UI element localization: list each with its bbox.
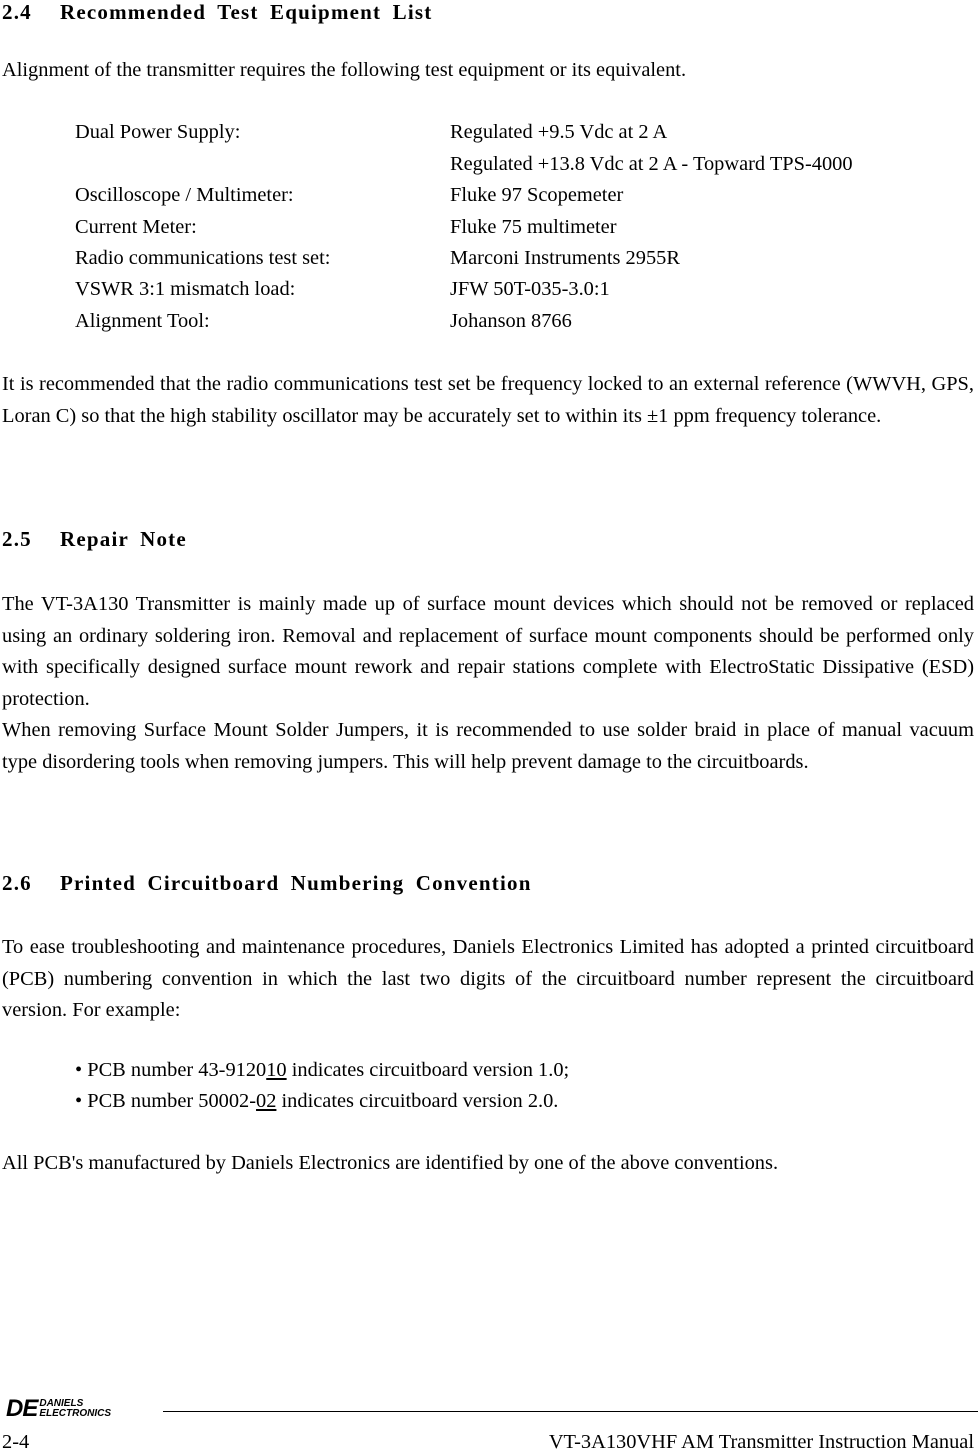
section-title: Recommended Test Equipment List [60,0,433,24]
pcb-example-prefix: • PCB number 43-9120 [75,1059,267,1081]
pcb-version-digits: 10 [266,1059,287,1081]
pcb-example-item [75,1090,558,1113]
frequency-lock-paragraph: It is recommended that the radio communications test set be frequency locked to an external reference (WWVH, GPS, Loran C) so that the high stability oscillator may be accurately set to within its ±1 ppm frequency tolerance. [2,373,974,427]
section-2-6-heading [2,871,532,896]
footer-divider [163,1411,978,1412]
pcb-convention-paragraph: To ease troubleshooting and maintenance procedures, Daniels Electronics Limited has adopted a printed circuitboard (PCB) numbering convention in which the last two digits of the circuitboard number represent the circuitboard version. For example: [2,936,974,1021]
page-number: 2-4 [2,1431,30,1453]
logo-wordmark [39,1399,111,1419]
section-number: 2.6 [2,871,32,895]
equipment-label: Radio communications test set: [75,247,331,269]
equipment-value: JFW 50T-035-3.0:1 [450,278,610,300]
logo-word-daniels: DANIELS [39,1398,84,1409]
repair-note-paragraph: The VT-3A130 Transmitter is mainly made up of surface mount devices which should not be removed or replaced using an ordinary soldering iron. Removal and replacement of surface mount components should be performed only with specifically designed surface mount rework and repair stations complete with ElectroStatic Dissipative (ESD) protection. [2,593,974,710]
section-2-4-heading [2,0,432,25]
pcb-closing-paragraph: All PCB's manufactured by Daniels Electronics are identified by one of the above conventions. [2,1152,779,1174]
equipment-label: Current Meter: [75,216,197,238]
pcb-example-suffix: indicates circuitboard version 1.0; [286,1059,570,1081]
pcb-version-digits: 02 [256,1090,277,1112]
solder-jumper-paragraph: When removing Surface Mount Solder Jumpers, it is recommended to use solder braid in place of manual vacuum type disordering tools when removing jumpers. This will help prevent damage to the circuitboards. [2,719,974,773]
pcb-example-item [75,1059,569,1082]
equipment-label: VSWR 3:1 mismatch load: [75,278,296,300]
section-2-5-heading [2,527,187,552]
equipment-label: Alignment Tool: [75,310,210,332]
pcb-example-suffix: indicates circuitboard version 2.0. [276,1090,559,1112]
equipment-intro: Alignment of the transmitter requires the following test equipment or its equivalent. [2,59,687,81]
section-number: 2.5 [2,527,32,551]
pcb-example-prefix: • PCB number 50002- [75,1090,257,1112]
equipment-label: Dual Power Supply: [75,121,241,143]
equipment-value: Marconi Instruments 2955R [450,247,680,269]
manual-title: VT-3A130VHF AM Transmitter Instruction Manual [548,1431,974,1453]
section-title: Printed Circuitboard Numbering Convention [60,871,532,895]
section-title: Repair Note [60,527,187,551]
equipment-value: Johanson 8766 [450,310,572,332]
equipment-value: Fluke 75 multimeter [450,216,617,238]
equipment-value: Fluke 97 Scopemeter [450,184,624,206]
logo-word-electronics: ELECTRONICS [39,1408,112,1419]
equipment-value: Regulated +13.8 Vdc at 2 A - Topward TPS-4000 [450,153,853,175]
section-number: 2.4 [2,0,32,24]
daniels-electronics-logo [6,1395,112,1422]
equipment-label: Oscilloscope / Multimeter: [75,184,294,206]
logo-mark: DE [6,1395,38,1422]
equipment-value: Regulated +9.5 Vdc at 2 A [450,121,668,143]
